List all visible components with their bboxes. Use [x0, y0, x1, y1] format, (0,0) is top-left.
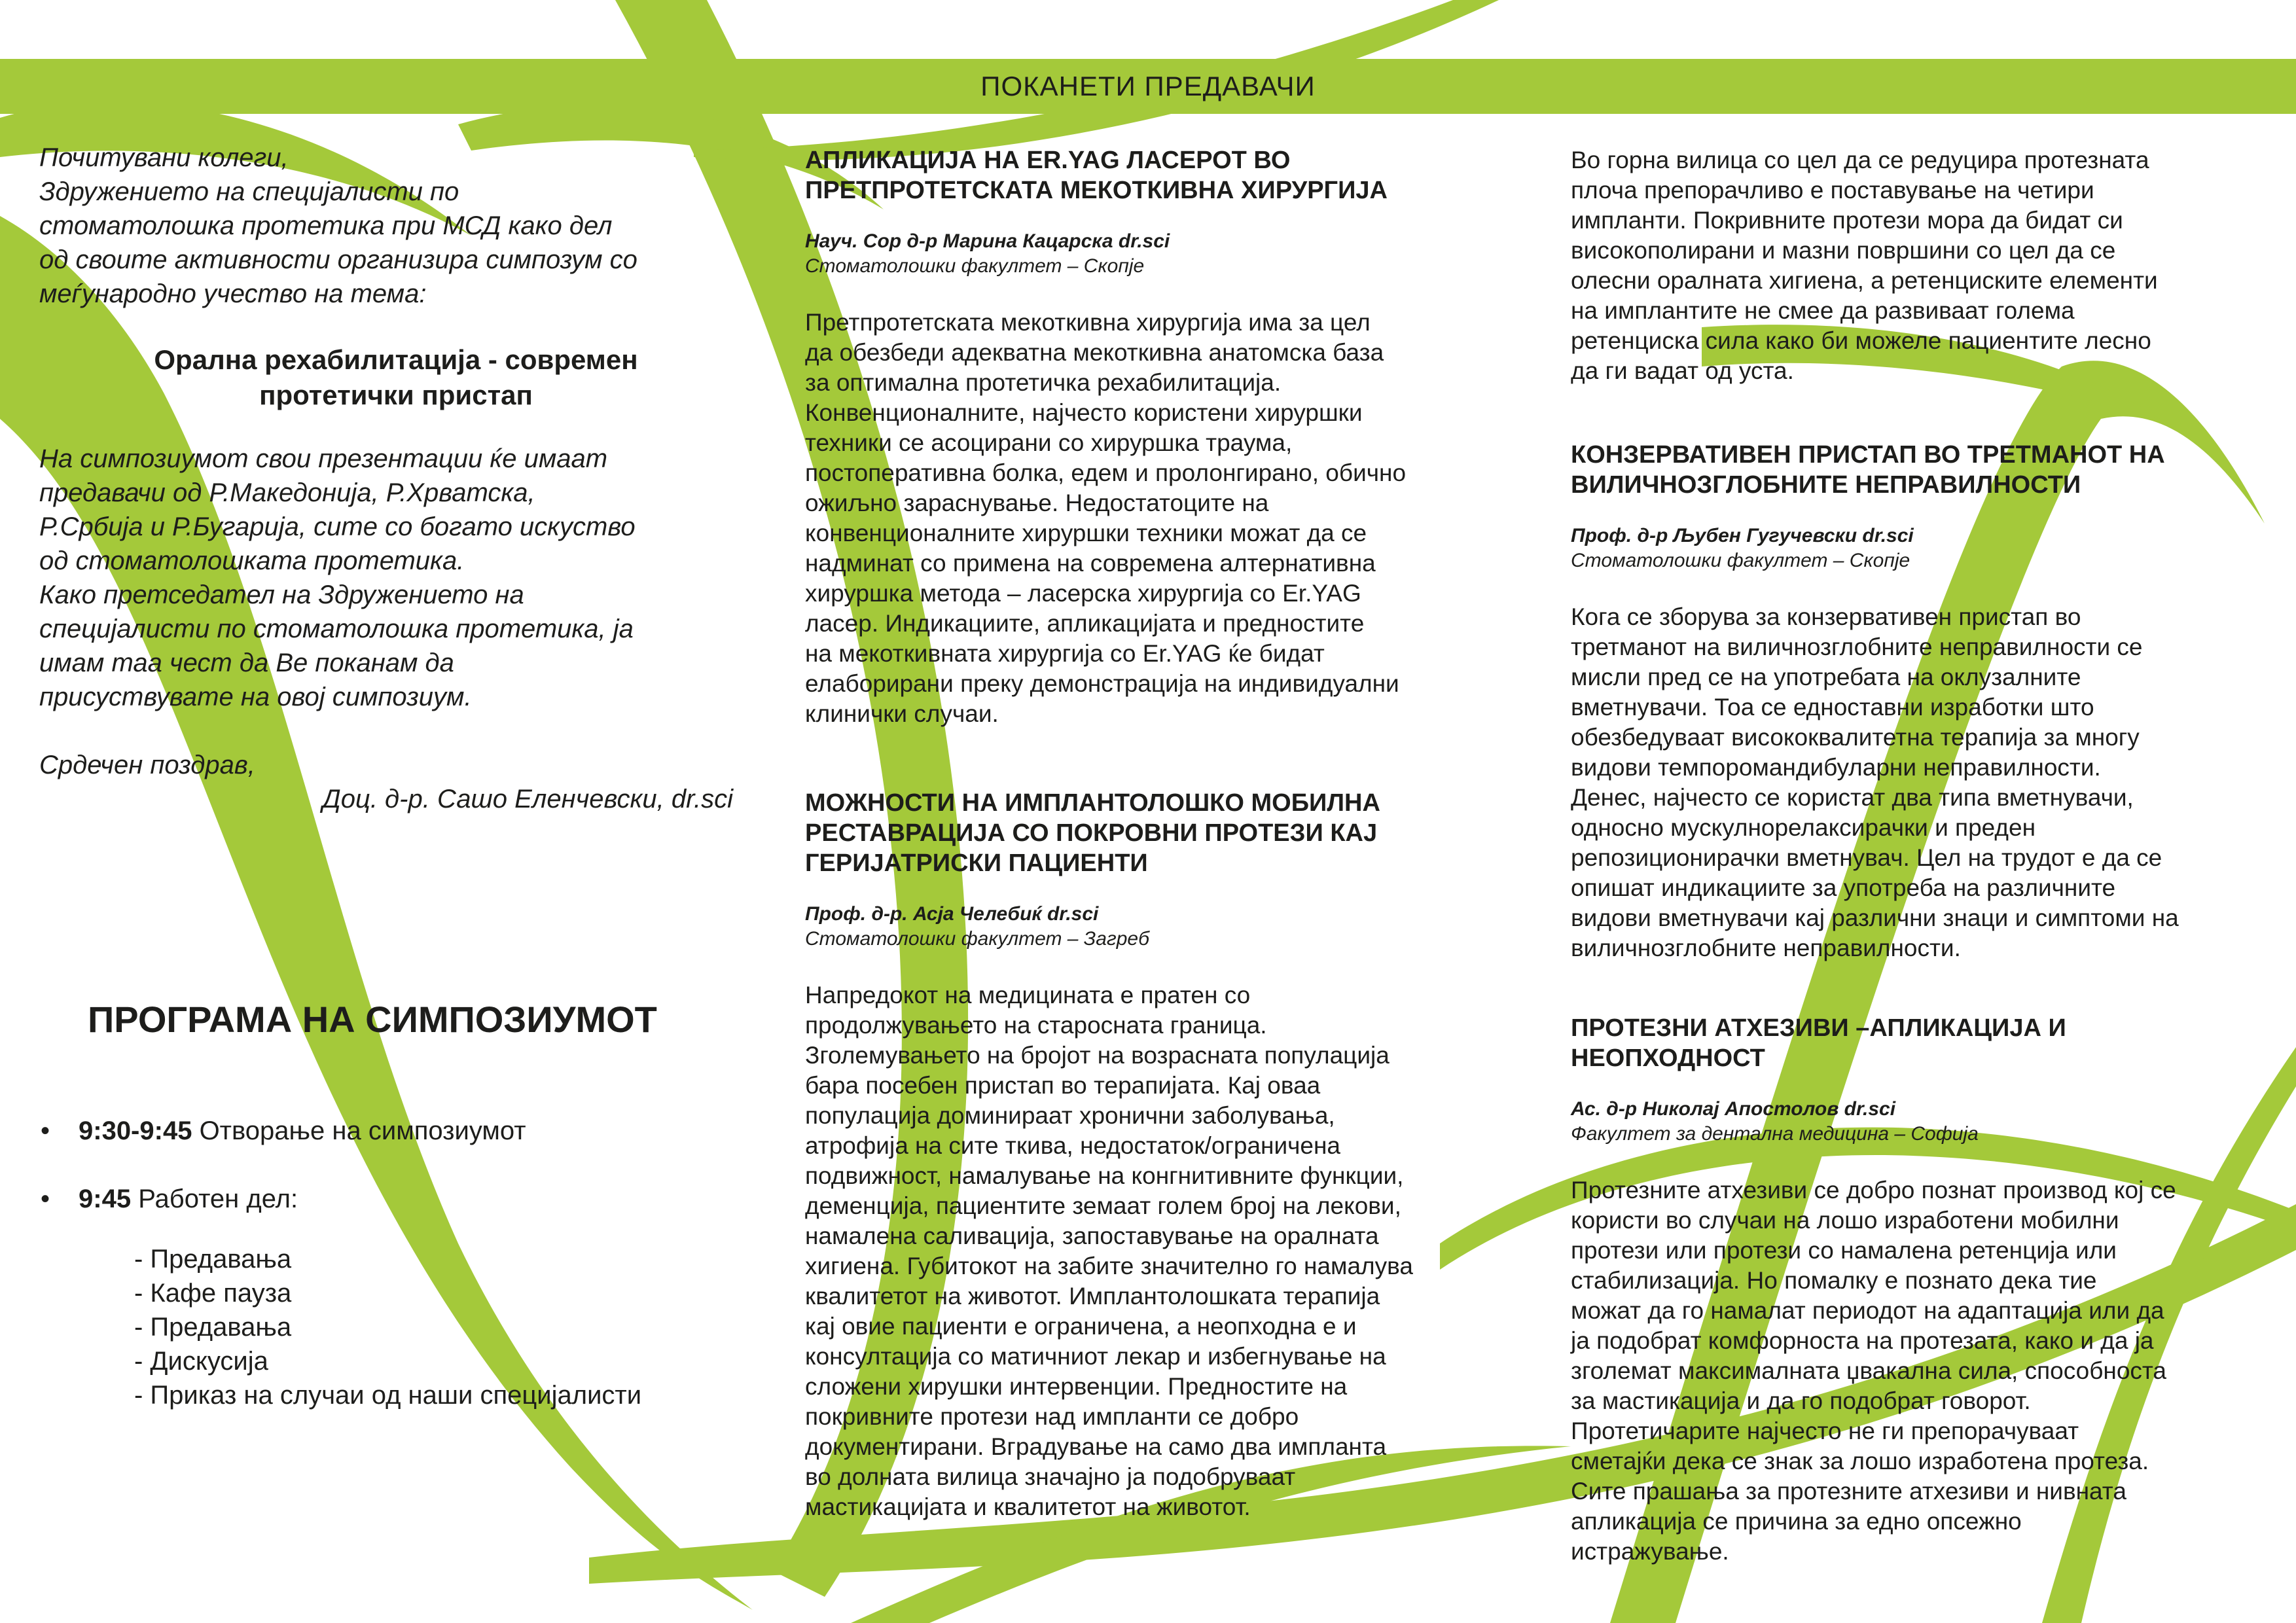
lecture-title: [1571, 440, 2278, 500]
lecture-abstract: [805, 980, 1518, 1522]
program-title: ПРОГРАМА НА СИМПОЗИУМОТ: [88, 999, 657, 1040]
abstract-line: опишат индикациите за употреба на различните: [1571, 874, 2116, 901]
abstract-line: на мекоткивната хирургија со Er.YAG ќе бидат: [805, 640, 1325, 667]
greeting-line: од своите активности организира симпозум со: [39, 245, 637, 274]
abstract-line: намалена саливација, запоставување на оралната: [805, 1222, 1379, 1249]
lecture-title: [805, 145, 1518, 205]
abstract-line: плоча препорачливо е поставување на четири: [1571, 177, 2094, 204]
program-list: [39, 1114, 753, 1216]
program-label: Работен дел:: [138, 1185, 298, 1213]
theme-line: протетички пристап: [259, 380, 533, 410]
banner-title: ПОКАНЕТИ ПРЕДАВАЧИ: [980, 71, 1316, 101]
lecture-author: Науч. Сор д-р Марина Кацарска dr.sci: [805, 230, 1170, 252]
lecture-section: [805, 788, 1518, 1522]
abstract-line: обезбедуваат висококвалитетна терапија за многу: [1571, 724, 2140, 751]
abstract-line: виличнозглобните неправилности.: [1571, 935, 1961, 961]
program-item: [39, 1114, 753, 1148]
theme-line: Орална рехабилитација - современ: [154, 344, 638, 375]
intro-line: специјалисти по стоматолошка протетика, ја: [39, 615, 634, 643]
abstract-line: Во горна вилица со цел да се редуцира протезната: [1571, 147, 2149, 173]
abstract-line: Кога се зборува за конзервативен пристап во: [1571, 603, 2081, 630]
abstract-line: деменција, пациентите земаат голем број на лекови,: [805, 1192, 1401, 1219]
lecture-title-line: НЕОПХОДНОСТ: [1571, 1044, 1765, 1072]
abstract-line: истражување.: [1571, 1538, 1729, 1565]
lecture-continuation: [1571, 145, 2278, 386]
program-subitem: - Дискусија: [134, 1347, 268, 1376]
abstract-line: конвенционалните хируршки техники можат да се: [805, 520, 1367, 546]
lecture-section: [1571, 440, 2278, 963]
program-label: Отворање на симпозиумот: [199, 1116, 526, 1145]
program-subitem: - Кафе пауза: [134, 1279, 292, 1308]
abstract-line: ја подобрат комфорноста на протезата, како и да ја: [1571, 1327, 2154, 1354]
abstract-line: Претпротетската мекоткивна хирургија има за цел: [805, 309, 1371, 336]
intro-line: Р.Србија и Р.Бугарија, сите со богато искуство: [39, 512, 636, 541]
program-subitem: - Приказ на случаи од наши специјалисти: [134, 1381, 642, 1410]
abstract-line: зголемат максималната џвакална сила, способноста: [1571, 1357, 2167, 1384]
intro-line: присуствувате на овој симпозиум.: [39, 683, 472, 711]
abstract-line: постоперативна болка, едем и пролонгирано, обично: [805, 459, 1407, 486]
abstract-line: олесни оралната хигиена, а ретенциските елементи: [1571, 267, 2158, 294]
intro-line: предавачи од Р.Македонија, Р.Хрватска,: [39, 478, 535, 507]
abstract-line: елаборирани преку демонстрација на индивидуални: [805, 670, 1399, 697]
abstract-line: за мастикација и да го подобрат говорот.: [1571, 1387, 2031, 1414]
program-subitems: [134, 1242, 753, 1412]
lecture-title-line: МОЖНОСТИ НА ИМПЛАНТОЛОШКО МОБИЛНА: [805, 789, 1380, 817]
abstract-line: високополирани и мазни површини со цел да се: [1571, 237, 2116, 264]
lecture-title-line: ГЕРИЈАТРИСКИ ПАЦИЕНТИ: [805, 849, 1148, 877]
intro-line: На симпозиумот свои презентации ќе имаат: [39, 444, 608, 473]
symposium-theme: [39, 342, 753, 413]
abstract-line: мастикацијата и квалитетот на животот.: [805, 1493, 1251, 1520]
abstract-line: атрофија на сите ткива, недостаток/ограничена: [805, 1132, 1341, 1159]
abstract-line: да обезбеди адекватна мекоткивна анатомска база: [805, 339, 1384, 366]
regards-text: Срдечен поздрав,: [39, 751, 255, 779]
lecture-abstract: [1571, 602, 2278, 963]
greeting-line: Здружението на специјалисти по: [39, 177, 459, 206]
abstract-line: надминат со примена на современа алтернативна: [805, 550, 1376, 577]
lecture-author: Ас. д-р Николај Апостолов dr.sci: [1571, 1098, 1896, 1120]
program-time: 9:45: [79, 1185, 132, 1213]
abstract-line: Протезните атхезиви се добро познат производ кој се: [1571, 1177, 2176, 1204]
abstract-line: документирани. Вградување на само два импланта: [805, 1433, 1387, 1460]
lecture-title-line: ВИЛИЧНОЗГЛОБНИТЕ НЕПРАВИЛНОСТИ: [1571, 471, 2081, 499]
lectures-column-middle: [805, 145, 1518, 1581]
abstract-line: репозиционирачки вметнувач. Цел на трудот е да се: [1571, 844, 2162, 871]
greeting-block: [39, 141, 753, 311]
intro-line: Како претседател на Здружението на: [39, 580, 524, 609]
abstract-line: за оптимална протетичка рехабилитација.: [805, 369, 1282, 396]
lecture-title: [1571, 1013, 2278, 1073]
lecture-title-line: ПРОТЕЗНИ АТХЕЗИВИ –АПЛИКАЦИЈА И: [1571, 1014, 2066, 1042]
program-subitem: - Предавања: [134, 1245, 292, 1274]
abstract-line: третманот на виличнозглобните неправилности се: [1571, 633, 2143, 660]
program-time: 9:30-9:45: [79, 1116, 192, 1145]
abstract-line: Денес, најчесто се користат два типа вметнувачи,: [1571, 784, 2134, 811]
abstract-line: продолжувањето на старосната граница.: [805, 1012, 1267, 1039]
lecture-affiliation: Стоматолошки факултет – Скопје: [1571, 550, 1910, 571]
abstract-line: кај овие пациенти е ограничена, а неопходна е и: [805, 1313, 1357, 1340]
abstract-line: подвижност, намалување на конгнитивните функции,: [805, 1162, 1404, 1189]
bullet-icon: •: [41, 1185, 50, 1213]
abstract-line: видови темпоромандибуларни неправилности.: [1571, 754, 2101, 781]
lecture-section: [1571, 1013, 2278, 1567]
continuation-text: [1571, 145, 2278, 386]
abstract-line: импланти. Покривните протези мора да бидат си: [1571, 207, 2123, 234]
intro-line: имам таа чест да Ве поканам да: [39, 649, 454, 677]
abstract-line: Сите прашања за протезните атхезиви и нивната: [1571, 1478, 2126, 1505]
lecture-title-line: РЕСТАВРАЦИЈА СО ПОКРОВНИ ПРОТЕЗИ КАЈ: [805, 819, 1378, 847]
abstract-line: Конвенционалните, најчесто користени хируршки: [805, 399, 1363, 426]
abstract-line: квалитетот на животот. Имплантолошката терапија: [805, 1283, 1380, 1310]
abstract-line: сложени хирушки интервенции. Предностите на: [805, 1373, 1348, 1400]
abstract-line: протези или протези со намалена ретенција или: [1571, 1237, 2117, 1264]
lectures-column-right: [1571, 145, 2278, 1567]
abstract-line: консултација со матичниот лекар и избегнување на: [805, 1343, 1386, 1370]
lecture-title: [805, 788, 1518, 878]
signature-block: [39, 748, 753, 816]
lecture-abstract: [805, 308, 1518, 729]
lecture-abstract: [1571, 1175, 2278, 1567]
abstract-line: Протетичарите најчесто не ги препорачуваат: [1571, 1418, 2079, 1444]
abstract-line: апликација се причина за едно опсежно: [1571, 1508, 2022, 1535]
abstract-line: покривните протези над импланти се добро: [805, 1403, 1299, 1430]
greeting-line: меѓународно учество на тема:: [39, 279, 427, 308]
abstract-line: популација доминираат хронични заболувања,: [805, 1102, 1335, 1129]
abstract-line: можат да го намалат периодот на адаптација или да: [1571, 1297, 2164, 1324]
lecture-affiliation: Стоматолошки факултет – Скопје: [805, 255, 1145, 277]
abstract-line: техники се асоцирани со хируршка траума,: [805, 429, 1293, 456]
greeting-line: стоматолошка протетика при МСД како дел: [39, 211, 613, 240]
signature-name: Доц. д-р. Сашо Еленчевски, dr.sci: [322, 785, 733, 813]
abstract-line: хируршка метода – ласерска хирургија со Er.YAG: [805, 580, 1361, 607]
abstract-line: односно мускулнорелаксирачки и преден: [1571, 814, 2036, 841]
lecture-author: Проф. д-р. Асја Челебиќ dr.sci: [805, 903, 1099, 925]
abstract-line: користи во случаи на лошо изработени мобилни: [1571, 1207, 2119, 1234]
lecture-title-line: АПЛИКАЦИЈА НА ER.YAG ЛАСЕРОТ ВО: [805, 147, 1291, 174]
abstract-line: ретенциска сила како би можеле пациентите лесно: [1571, 327, 2151, 354]
lecture-title-line: ПРЕТПРОТЕТСКАТА МЕКОТКИВНА ХИРУРГИЈА: [805, 177, 1388, 204]
intro-column: [39, 141, 753, 1412]
abstract-line: да ги вадат од уста.: [1571, 357, 1794, 384]
greeting-line: Почитувани колеги,: [39, 143, 289, 172]
abstract-line: мисли пред се на употребата на оклузалните: [1571, 664, 2081, 690]
lecture-affiliation: Факултет за дентална медицина – Софија: [1571, 1123, 1979, 1145]
bullet-icon: •: [41, 1116, 50, 1145]
abstract-line: стабилизација. Но помалку е познато дека тие: [1571, 1267, 2097, 1294]
abstract-line: во долната вилица значајно ја подобруваат: [805, 1463, 1296, 1490]
abstract-line: хигиена. Губитокот на забите значително го намалува: [805, 1253, 1413, 1279]
lecture-title-line: КОНЗЕРВАТИВЕН ПРИСТАП ВО ТРЕТМАНОТ НА: [1571, 441, 2165, 469]
lecture-affiliation: Стоматолошки факултет – Загреб: [805, 928, 1149, 950]
abstract-line: видови вметнувачи кај различни знаци и симптоми на: [1571, 904, 2179, 931]
header-banner: [0, 59, 2296, 114]
intro-line: од стоматолошката протетика.: [39, 546, 465, 575]
abstract-line: на имплантите не смее да развиваат голема: [1571, 297, 2075, 324]
abstract-line: Зголемувањето на бројот на возрасната популација: [805, 1042, 1390, 1069]
abstract-line: клинички случаи.: [805, 700, 999, 727]
abstract-line: ожиљно зараснување. Недостатоците на: [805, 490, 1269, 516]
intro-text: [39, 442, 753, 714]
abstract-line: ласер. Индикациите, апликацијата и предностите: [805, 610, 1365, 637]
program-item: [39, 1182, 753, 1216]
abstract-line: бара посебен пристап во терапијата. Кај оваа: [805, 1072, 1321, 1099]
abstract-line: вметнувачи. Тоа се едноставни изработки што: [1571, 694, 2094, 721]
lecture-author: Проф. д-р Љубен Гугучевски dr.sci: [1571, 525, 1914, 546]
program-subitem: - Предавања: [134, 1313, 292, 1342]
abstract-line: Напредокот на медицината е пратен со: [805, 982, 1251, 1008]
lecture-section: [805, 145, 1518, 729]
abstract-line: сметајќи дека се знак за лошо изработена протеза.: [1571, 1448, 2149, 1474]
